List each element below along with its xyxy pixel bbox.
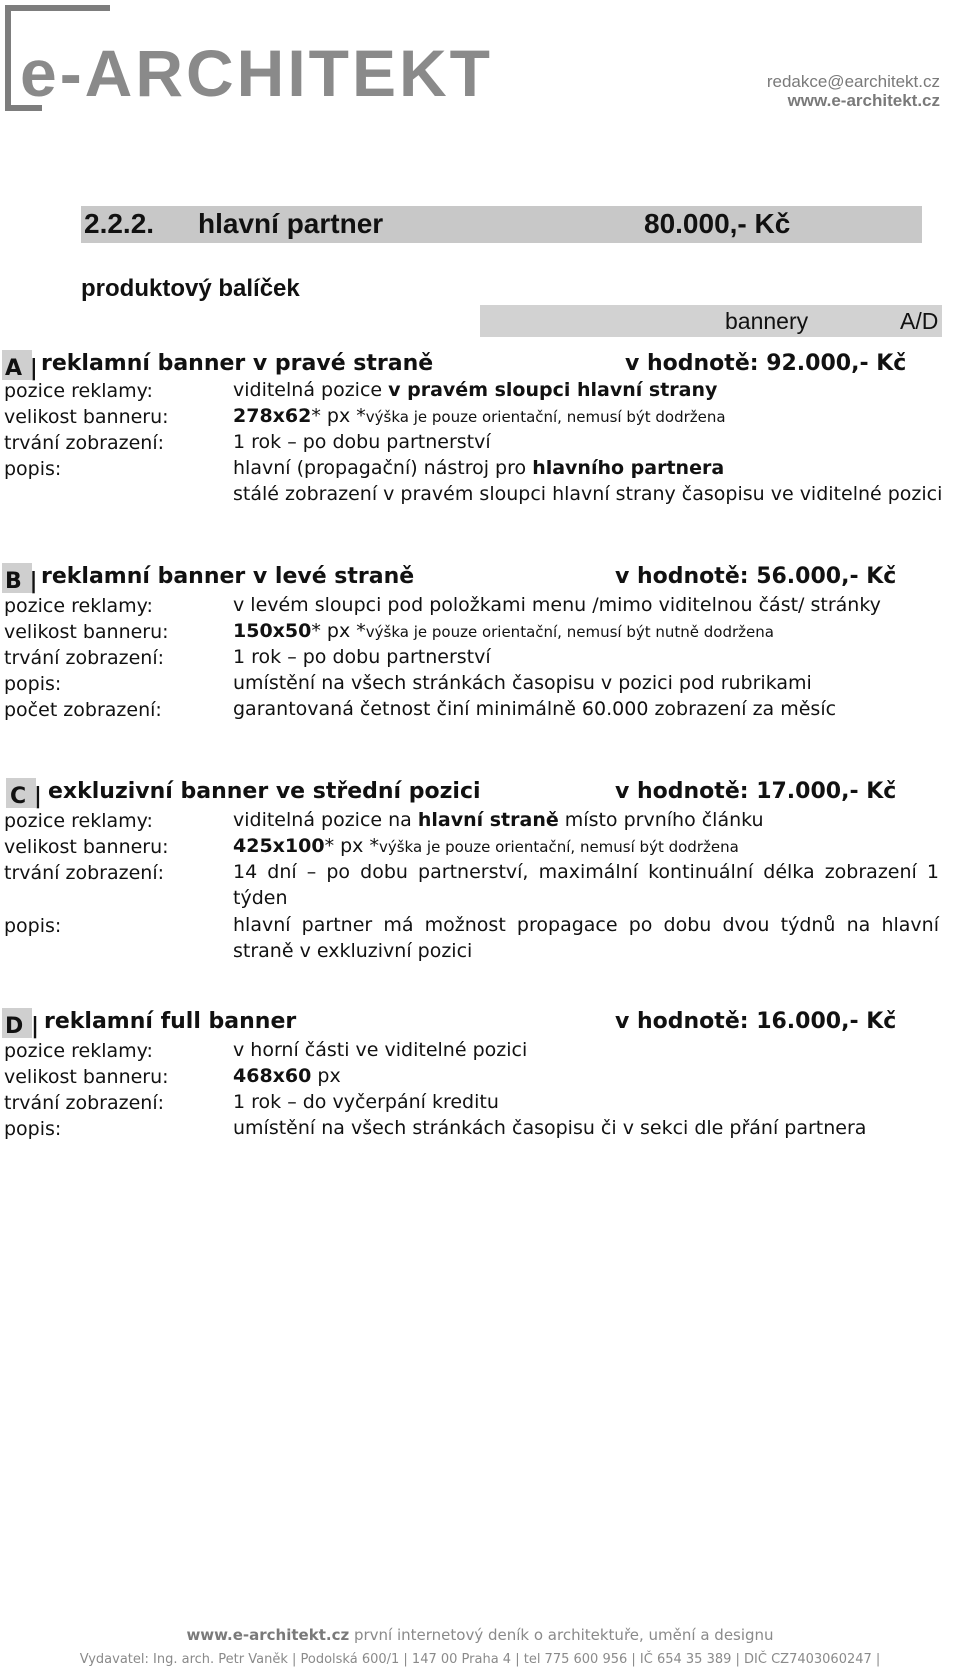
title-name: hlavní partner <box>198 208 384 239</box>
section-c-trvani: 14 dní – po dobu partnerství, maximální kontinuální délka zobrazení 1 týden <box>233 861 939 909</box>
section-a-title: reklamní banner v pravé straně <box>41 351 434 376</box>
section-b-pozice-label: pozice reklamy: <box>4 595 153 617</box>
category-label: bannery <box>725 308 809 334</box>
section-b-pocet: garantovaná četnost činí minimálně 60.000 zobrazení za měsíc <box>233 698 837 720</box>
section-d-popis-label: popis: <box>4 1118 62 1140</box>
contact-email[interactable]: redakce@earchitekt.cz <box>766 72 940 91</box>
section-b-popis-label: popis: <box>4 673 62 695</box>
section-d-trvani: 1 rok – do vyčerpání kreditu <box>233 1091 499 1113</box>
subtitle: produktový balíček <box>81 275 300 302</box>
section-c-letter: C | <box>10 784 42 809</box>
section-d-velikost-label: velikost banneru: <box>4 1066 169 1088</box>
section-a-velikost-label: velikost banneru: <box>4 406 169 428</box>
section-c-velikost-label: velikost banneru: <box>4 836 169 858</box>
section-b-letter: B | <box>5 569 38 594</box>
section-c-popis-label: popis: <box>4 915 62 937</box>
section-d-letter: D | <box>5 1014 39 1039</box>
footer-tagline: www.e-architekt.cz první internetový deník o architektuře, umění a designu <box>186 1626 774 1644</box>
section-a-velikost: 278x62* px *výška je pouze orientační, nemusí být dodržena <box>233 405 726 427</box>
section-a-trvani: 1 rok – po dobu partnerství <box>233 431 491 453</box>
section-c-title: exkluzivní banner ve střední pozici <box>48 779 481 804</box>
title-number: 2.2.2. <box>84 208 155 239</box>
section-c-velikost: 425x100* px *výška je pouze orientační, nemusí být dodržena <box>233 835 739 857</box>
e-architekt-logo <box>2 2 493 112</box>
section-a-popis: hlavní (propagační) nástroj pro hlavního partnera <box>233 457 725 479</box>
section-b-popis: umístění na všech stránkách časopisu v pozici pod rubrikami <box>233 672 812 694</box>
section-c-value: v hodnotě: 17.000,- Kč <box>615 779 897 804</box>
section-a-popis-label: popis: <box>4 458 62 480</box>
section-d-title: reklamní full banner <box>44 1009 297 1034</box>
footer-publisher: Vydavatel: Ing. arch. Petr Vaněk | Podolská 600/1 | 147 00 Praha 4 | tel 775 600 956 | IČ 654 35 389 | DIČ CZ7403060247 | <box>79 1652 881 1667</box>
section-d-velikost: 468x60 px <box>233 1065 341 1087</box>
section-c-pozice: viditelná pozice na hlavní straně místo prvního článku <box>233 809 764 831</box>
section-a-letter: A | <box>5 356 38 381</box>
contact-block <box>767 72 940 110</box>
category-range: A/D <box>900 308 939 334</box>
section-b-value: v hodnotě: 56.000,- Kč <box>615 564 897 589</box>
section-c-trvani-label: trvání zobrazení: <box>4 862 165 884</box>
section-b-trvani-label: trvání zobrazení: <box>4 647 165 669</box>
section-b-pocet-label: počet zobrazení: <box>4 699 162 721</box>
section-d-trvani-label: trvání zobrazení: <box>4 1092 165 1114</box>
section-a-trvani-label: trvání zobrazení: <box>4 432 165 454</box>
title-price: 80.000,- Kč <box>644 208 791 239</box>
section-a-pozice-label: pozice reklamy: <box>4 380 153 402</box>
section-b-trvani: 1 rok – po dobu partnerství <box>233 646 491 668</box>
section-a-popis-line2: stálé zobrazení v pravém sloupci hlavní strany časopisu ve viditelné pozici <box>233 483 943 505</box>
section-d-value: v hodnotě: 16.000,- Kč <box>615 1009 897 1034</box>
section-b-velikost-label: velikost banneru: <box>4 621 169 643</box>
section-c-popis: hlavní partner má možnost propagace po dobu dvou týdnů na hlavní straně v exkluzivní pozici <box>233 914 939 962</box>
section-d-popis: umístění na všech stránkách časopisu či v sekci dle přání partnera <box>233 1117 867 1139</box>
logo-text: e-ARCHITEKT <box>20 36 493 110</box>
section-a-pozice: viditelná pozice v pravém sloupci hlavní strany <box>233 379 718 401</box>
section-d-pozice-label: pozice reklamy: <box>4 1040 153 1062</box>
section-d-pozice: v horní části ve viditelné pozici <box>233 1039 528 1061</box>
footer-web[interactable]: www.e-architekt.cz <box>186 1626 350 1644</box>
section-a-value: v hodnotě: 92.000,- Kč <box>625 351 907 376</box>
section-b-velikost: 150x50* px *výška je pouze orientační, nemusí být nutně dodržena <box>233 620 774 642</box>
section-c-pozice-label: pozice reklamy: <box>4 810 153 832</box>
category-bar <box>480 305 942 337</box>
contact-web[interactable]: www.e-architekt.cz <box>787 91 940 110</box>
section-b-pozice: v levém sloupci pod položkami menu /mimo viditelnou část/ stránky <box>233 594 881 616</box>
section-b-title: reklamní banner v levé straně <box>41 564 415 589</box>
